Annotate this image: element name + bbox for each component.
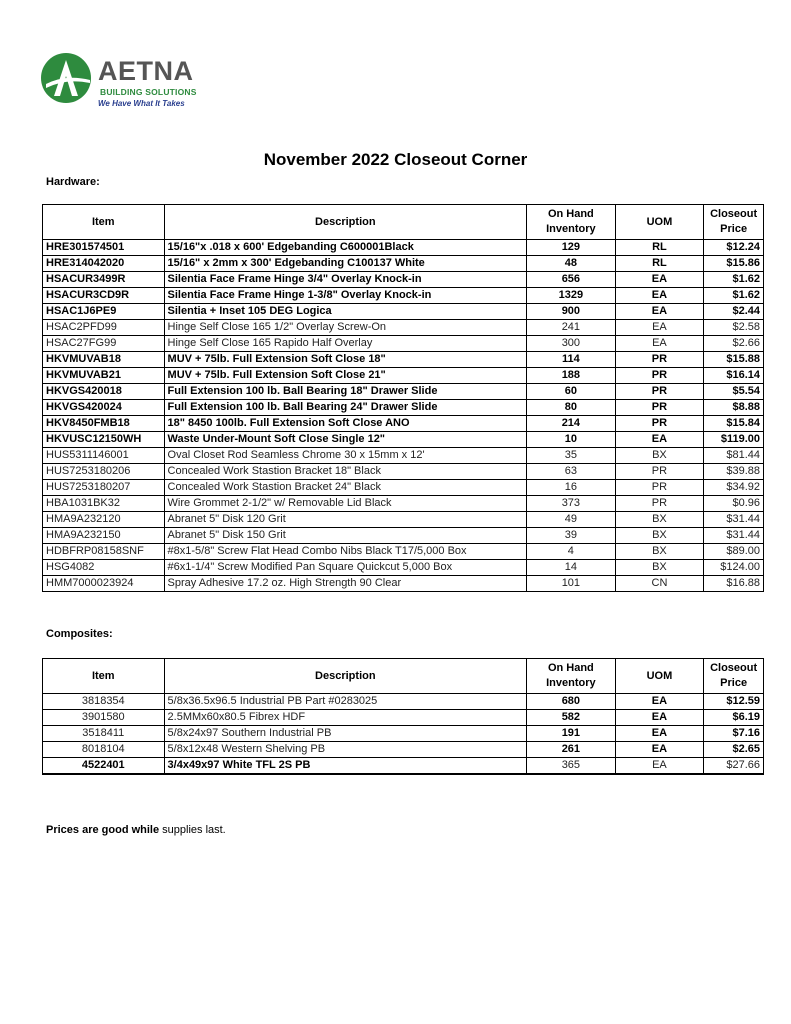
header-inventory: On Hand Inventory: [527, 659, 616, 694]
cell-description: Abranet 5" Disk 120 Grit: [164, 512, 527, 528]
page-title: November 2022 Closeout Corner: [263, 150, 528, 169]
cell-item: 3818354: [43, 694, 165, 710]
cell-inventory: 63: [527, 464, 616, 480]
cell-inventory: 656: [527, 272, 616, 288]
cell-item: HSAC2PFD99: [43, 320, 165, 336]
cell-uom: EA: [615, 758, 704, 775]
cell-uom: PR: [615, 480, 704, 496]
footer-bold-text: Prices are good while: [46, 824, 160, 836]
cell-description: Full Extension 100 lb. Ball Bearing 18" Drawer Slide: [164, 384, 527, 400]
table-row: [43, 320, 764, 336]
table-row: [43, 710, 764, 726]
composites-section-label: Composites:: [46, 628, 113, 640]
cell-description: 15/16" x 2mm x 300' Edgebanding C100137 White: [164, 256, 527, 272]
cell-price: $1.62: [704, 288, 764, 304]
cell-price: $81.44: [704, 448, 764, 464]
cell-uom: BX: [615, 560, 704, 576]
composites-table-body: [43, 694, 764, 775]
cell-inventory: 80: [527, 400, 616, 416]
table-row: [43, 464, 764, 480]
cell-item: 4522401: [43, 758, 165, 775]
cell-inventory: 14: [527, 560, 616, 576]
cell-item: HKVMUVAB18: [43, 352, 165, 368]
table-row: [43, 352, 764, 368]
table-row: [43, 384, 764, 400]
cell-uom: EA: [615, 320, 704, 336]
cell-uom: EA: [615, 742, 704, 758]
cell-inventory: 188: [527, 368, 616, 384]
header-uom: UOM: [615, 205, 704, 240]
cell-item: HMM7000023924: [43, 576, 165, 592]
cell-inventory: 365: [527, 758, 616, 775]
cell-item: HKVGS420018: [43, 384, 165, 400]
logo-tagline: We Have What It Takes: [98, 99, 185, 108]
cell-description: 15/16"x .018 x 600' Edgebanding C600001Black: [164, 240, 527, 256]
cell-item: HMA9A232150: [43, 528, 165, 544]
cell-uom: CN: [615, 576, 704, 592]
cell-price: $15.84: [704, 416, 764, 432]
cell-uom: EA: [615, 272, 704, 288]
cell-item: HUS5311146001: [43, 448, 165, 464]
logo-name: AETNA: [98, 56, 194, 86]
cell-price: $124.00: [704, 560, 764, 576]
cell-inventory: 35: [527, 448, 616, 464]
cell-description: 2.5MMx60x80.5 Fibrex HDF: [164, 710, 527, 726]
cell-description: 5/8x12x48 Western Shelving PB: [164, 742, 527, 758]
cell-item: HUS7253180207: [43, 480, 165, 496]
table-header-row: [43, 205, 764, 240]
cell-price: $89.00: [704, 544, 764, 560]
cell-description: Silentia Face Frame Hinge 3/4" Overlay Knock-in: [164, 272, 527, 288]
cell-inventory: 48: [527, 256, 616, 272]
cell-item: HRE314042020: [43, 256, 165, 272]
cell-inventory: 373: [527, 496, 616, 512]
table-row: [43, 694, 764, 710]
cell-item: HKVUSC12150WH: [43, 432, 165, 448]
table-row: [43, 544, 764, 560]
cell-inventory: 129: [527, 240, 616, 256]
cell-uom: EA: [615, 304, 704, 320]
hardware-table: [42, 204, 764, 592]
cell-uom: RL: [615, 240, 704, 256]
cell-inventory: 39: [527, 528, 616, 544]
table-row: [43, 416, 764, 432]
cell-inventory: 16: [527, 480, 616, 496]
cell-price: $16.14: [704, 368, 764, 384]
cell-price: $2.44: [704, 304, 764, 320]
footer-note: [46, 824, 226, 836]
table-row: [43, 758, 764, 775]
cell-description: Oval Closet Rod Seamless Chrome 30 x 15mm x 12': [164, 448, 527, 464]
cell-description: Full Extension 100 lb. Ball Bearing 24" Drawer Slide: [164, 400, 527, 416]
header-uom: UOM: [615, 659, 704, 694]
cell-price: $0.96: [704, 496, 764, 512]
cell-item: HDBFRP08158SNF: [43, 544, 165, 560]
cell-description: Hinge Self Close 165 Rapido Half Overlay: [164, 336, 527, 352]
table-row: [43, 742, 764, 758]
table-row: [43, 288, 764, 304]
header-price: Closeout Price: [704, 205, 764, 240]
cell-item: HKVMUVAB21: [43, 368, 165, 384]
cell-uom: PR: [615, 384, 704, 400]
cell-item: HKVGS420024: [43, 400, 165, 416]
cell-uom: PR: [615, 352, 704, 368]
table-row: [43, 368, 764, 384]
cell-price: $39.88: [704, 464, 764, 480]
cell-description: 5/8x24x97 Southern Industrial PB: [164, 726, 527, 742]
table-row: [43, 256, 764, 272]
cell-description: 3/4x49x97 White TFL 2S PB: [164, 758, 527, 775]
cell-description: Abranet 5" Disk 150 Grit: [164, 528, 527, 544]
cell-item: 3518411: [43, 726, 165, 742]
cell-inventory: 214: [527, 416, 616, 432]
cell-item: HSAC27FG99: [43, 336, 165, 352]
cell-inventory: 1329: [527, 288, 616, 304]
cell-uom: BX: [615, 512, 704, 528]
cell-inventory: 241: [527, 320, 616, 336]
company-logo: [40, 52, 200, 110]
cell-uom: BX: [615, 544, 704, 560]
table-row: [43, 432, 764, 448]
cell-inventory: 60: [527, 384, 616, 400]
cell-item: HSACUR3499R: [43, 272, 165, 288]
cell-description: #8x1-5/8" Screw Flat Head Combo Nibs Black T17/5,000 Box: [164, 544, 527, 560]
table-row: [43, 528, 764, 544]
cell-uom: RL: [615, 256, 704, 272]
footer-text: supplies last.: [159, 824, 226, 836]
cell-description: #6x1-1/4" Screw Modified Pan Square Quickcut 5,000 Box: [164, 560, 527, 576]
cell-uom: EA: [615, 336, 704, 352]
header-description: Description: [164, 659, 527, 694]
table-row: [43, 240, 764, 256]
cell-inventory: 680: [527, 694, 616, 710]
cell-price: $31.44: [704, 528, 764, 544]
cell-uom: PR: [615, 464, 704, 480]
table-row: [43, 496, 764, 512]
header-item: Item: [43, 659, 165, 694]
cell-price: $27.66: [704, 758, 764, 775]
cell-item: HRE301574501: [43, 240, 165, 256]
table-row: [43, 272, 764, 288]
cell-uom: EA: [615, 288, 704, 304]
cell-description: Wire Grommet 2-1/2" w/ Removable Lid Black: [164, 496, 527, 512]
cell-uom: EA: [615, 432, 704, 448]
cell-price: $12.59: [704, 694, 764, 710]
cell-uom: BX: [615, 448, 704, 464]
table-row: [43, 304, 764, 320]
cell-inventory: 261: [527, 742, 616, 758]
cell-price: $5.54: [704, 384, 764, 400]
cell-description: Concealed Work Stastion Bracket 18" Black: [164, 464, 527, 480]
cell-description: Waste Under-Mount Soft Close Single 12": [164, 432, 527, 448]
cell-description: Silentia Face Frame Hinge 1-3/8" Overlay Knock-in: [164, 288, 527, 304]
composites-table: [42, 658, 764, 775]
cell-uom: PR: [615, 368, 704, 384]
cell-item: 3901580: [43, 710, 165, 726]
cell-item: HMA9A232120: [43, 512, 165, 528]
cell-uom: EA: [615, 694, 704, 710]
cell-description: MUV + 75lb. Full Extension Soft Close 18": [164, 352, 527, 368]
cell-item: HKV8450FMB18: [43, 416, 165, 432]
cell-inventory: 582: [527, 710, 616, 726]
cell-description: Silentia + Inset 105 DEG Logica: [164, 304, 527, 320]
cell-price: $8.88: [704, 400, 764, 416]
cell-price: $31.44: [704, 512, 764, 528]
cell-description: Hinge Self Close 165 1/2" Overlay Screw-On: [164, 320, 527, 336]
cell-item: HSAC1J6PE9: [43, 304, 165, 320]
cell-inventory: 10: [527, 432, 616, 448]
cell-price: $15.88: [704, 352, 764, 368]
table-row: [43, 560, 764, 576]
table-row: [43, 336, 764, 352]
cell-price: $15.86: [704, 256, 764, 272]
cell-price: $12.24: [704, 240, 764, 256]
cell-inventory: 191: [527, 726, 616, 742]
cell-uom: PR: [615, 496, 704, 512]
cell-description: Concealed Work Stastion Bracket 24" Black: [164, 480, 527, 496]
cell-price: $2.65: [704, 742, 764, 758]
table-header-row: [43, 659, 764, 694]
cell-item: HSACUR3CD9R: [43, 288, 165, 304]
table-row: [43, 400, 764, 416]
cell-uom: EA: [615, 710, 704, 726]
cell-item: HBA1031BK32: [43, 496, 165, 512]
cell-price: $2.66: [704, 336, 764, 352]
cell-price: $2.58: [704, 320, 764, 336]
cell-uom: PR: [615, 416, 704, 432]
cell-inventory: 900: [527, 304, 616, 320]
cell-description: Spray Adhesive 17.2 oz. High Strength 90 Clear: [164, 576, 527, 592]
hardware-section-label: Hardware:: [46, 176, 100, 188]
cell-item: HSG4082: [43, 560, 165, 576]
cell-description: 5/8x36.5x96.5 Industrial PB Part #0283025: [164, 694, 527, 710]
cell-uom: BX: [615, 528, 704, 544]
cell-inventory: 49: [527, 512, 616, 528]
cell-description: MUV + 75lb. Full Extension Soft Close 21": [164, 368, 527, 384]
cell-price: $119.00: [704, 432, 764, 448]
cell-inventory: 4: [527, 544, 616, 560]
table-row: [43, 576, 764, 592]
cell-price: $6.19: [704, 710, 764, 726]
header-item: Item: [43, 205, 165, 240]
header-price: Closeout Price: [704, 659, 764, 694]
cell-item: 8018104: [43, 742, 165, 758]
logo-subtitle: BUILDING SOLUTIONS: [100, 87, 197, 97]
aetna-logo-icon: [40, 52, 96, 108]
table-row: [43, 512, 764, 528]
table-row: [43, 448, 764, 464]
cell-uom: PR: [615, 400, 704, 416]
cell-price: $34.92: [704, 480, 764, 496]
cell-price: $1.62: [704, 272, 764, 288]
table-row: [43, 480, 764, 496]
table-row: [43, 726, 764, 742]
header-description: Description: [164, 205, 527, 240]
cell-inventory: 300: [527, 336, 616, 352]
cell-uom: EA: [615, 726, 704, 742]
cell-inventory: 101: [527, 576, 616, 592]
hardware-table-body: [43, 240, 764, 592]
header-inventory: On Hand Inventory: [527, 205, 616, 240]
cell-description: 18" 8450 100lb. Full Extension Soft Close ANO: [164, 416, 527, 432]
cell-inventory: 114: [527, 352, 616, 368]
cell-price: $7.16: [704, 726, 764, 742]
cell-price: $16.88: [704, 576, 764, 592]
cell-item: HUS7253180206: [43, 464, 165, 480]
